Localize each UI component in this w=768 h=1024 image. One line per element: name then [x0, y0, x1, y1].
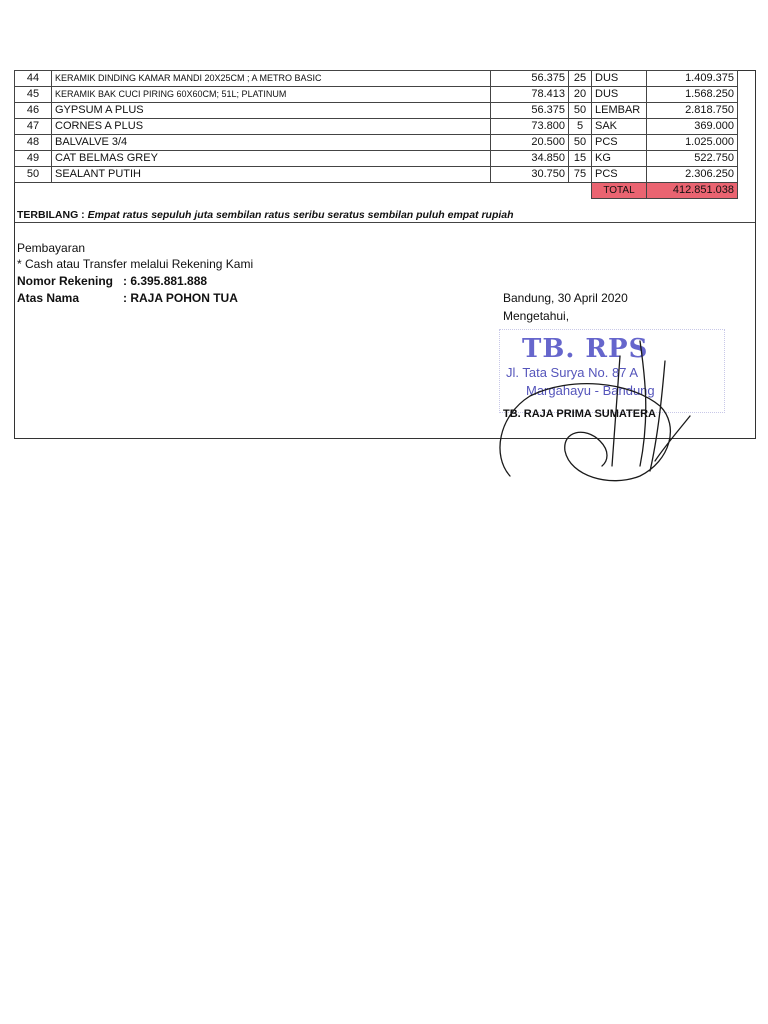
invoice-sheet: [14, 70, 756, 439]
cell-desc: CAT BELMAS GREY: [52, 151, 491, 167]
account-label: Nomor Rekening: [17, 274, 114, 288]
cell-qty: 25: [569, 71, 592, 87]
table-row: [15, 151, 738, 167]
stamp-title: TB. RPS: [522, 334, 649, 364]
cell-qty: 75: [569, 167, 592, 183]
cell-price: 56.375: [491, 71, 569, 87]
cell-qty: 50: [569, 103, 592, 119]
cell-price: 73.800: [491, 119, 569, 135]
cell-no: 47: [15, 119, 52, 135]
total-row: [15, 183, 738, 199]
table-row: [15, 87, 738, 103]
cell-desc: CORNES A PLUS: [52, 119, 491, 135]
cell-qty: 15: [569, 151, 592, 167]
payment-method: * Cash atau Transfer melalui Rekening Kami: [17, 257, 254, 271]
acknowledged-label: Mengetahui,: [503, 309, 570, 323]
cell-amount: 1.568.250: [647, 87, 738, 103]
cell-price: 56.375: [491, 103, 569, 119]
place-date: Bandung, 30 April 2020: [503, 291, 628, 305]
cell-unit: DUS: [592, 71, 647, 87]
terbilang-label: TERBILANG :: [17, 209, 85, 221]
cell-price: 20.500: [491, 135, 569, 151]
cell-unit: KG: [592, 151, 647, 167]
cell-no: 49: [15, 151, 52, 167]
cell-unit: DUS: [592, 87, 647, 103]
table-row: [15, 103, 738, 119]
terbilang-text: Empat ratus sepuluh juta sembilan ratus seribu seratus sembilan puluh empat rupiah: [87, 209, 514, 221]
cell-amount: 522.750: [647, 151, 738, 167]
total-value: 412.851.038: [647, 183, 738, 199]
cell-unit: LEMBAR: [592, 103, 647, 119]
cell-price: 34.850: [491, 151, 569, 167]
cell-no: 44: [15, 71, 52, 87]
company-name: TB. RAJA PRIMA SUMATERA: [503, 408, 656, 420]
cell-price: 30.750: [491, 167, 569, 183]
stamp-address-line2: Margahayu - Bandung: [526, 383, 655, 398]
cell-amount: 1.409.375: [647, 71, 738, 87]
cell-amount: 369.000: [647, 119, 738, 135]
cell-desc: BALVALVE 3/4: [52, 135, 491, 151]
table-row: [15, 71, 738, 87]
account-name-label: Atas Nama: [17, 291, 80, 305]
cell-desc: KERAMIK DINDING KAMAR MANDI 20X25CM ; A METRO BASIC: [52, 71, 491, 87]
cell-amount: 1.025.000: [647, 135, 738, 151]
cell-unit: PCS: [592, 167, 647, 183]
account-number: : 6.395.881.888: [123, 274, 208, 288]
cell-desc: GYPSUM A PLUS: [52, 103, 491, 119]
cell-no: 46: [15, 103, 52, 119]
cell-qty: 50: [569, 135, 592, 151]
cell-desc: KERAMIK BAK CUCI PIRING 60X60CM; 51L; PLATINUM: [52, 87, 491, 103]
cell-desc: SEALANT PUTIH: [52, 167, 491, 183]
cell-amount: 2.818.750: [647, 103, 738, 119]
cell-unit: SAK: [592, 119, 647, 135]
cell-no: 48: [15, 135, 52, 151]
cell-no: 50: [15, 167, 52, 183]
table-row: [15, 119, 738, 135]
table-row: [15, 167, 738, 183]
cell-price: 78.413: [491, 87, 569, 103]
cell-no: 45: [15, 87, 52, 103]
cell-amount: 2.306.250: [647, 167, 738, 183]
company-stamp: [499, 329, 725, 413]
table-row: [15, 135, 738, 151]
items-table: [14, 70, 738, 199]
cell-qty: 5: [569, 119, 592, 135]
total-label: TOTAL: [592, 183, 647, 199]
terbilang-row: [15, 207, 755, 223]
cell-unit: PCS: [592, 135, 647, 151]
account-name: : RAJA POHON TUA: [123, 291, 238, 305]
payment-heading: Pembayaran: [17, 241, 86, 255]
stamp-address-line1: Jl. Tata Surya No. 87 A: [506, 365, 638, 380]
cell-qty: 20: [569, 87, 592, 103]
